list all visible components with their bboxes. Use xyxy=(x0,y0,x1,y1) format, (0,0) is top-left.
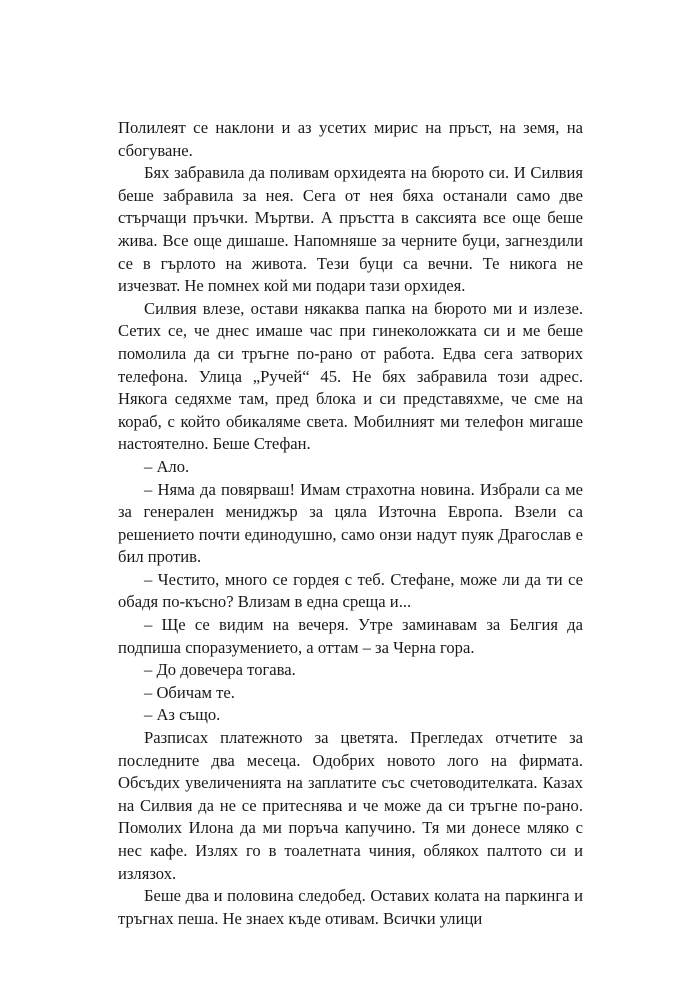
dialogue-line-7: – Аз също. xyxy=(144,705,221,725)
paragraph-5: Беше два и половина следобед. Оставих колата на паркинга и тръгнах пеша. Не знаех къде отивам. Всички улици xyxy=(118,886,583,928)
paragraph-4: Разписах платежното за цветята. Прегледах отчетите за последните два месеца. Одобрих новото лого на фирмата. Обсъдих увеличенията на заплатите със счетоводителката. Казах на Силвия да не се притеснява и че може да си тръгне по-рано. Помолих Илона да ми поръча капучино. Тя ми донесе мляко с нес кафе. Излях го в тоалетната чиния, облякох палтото си и излязох. xyxy=(118,728,583,883)
book-page-text xyxy=(118,117,583,930)
dialogue-line-1: – Ало. xyxy=(144,456,190,476)
dialogue-line-3: – Честито, много се гордея с теб. Стефане, може ли да ти се обадя по-късно? Влизам в една среща и... xyxy=(118,569,583,612)
dialogue-line-5: – До довечера тогава. xyxy=(144,660,296,680)
dialogue-line-4: – Ще се видим на вечеря. Утре заминавам за Белгия да подпиша споразумението, а оттам – за Черна гора. xyxy=(118,615,583,657)
paragraph-3: Силвия влезе, остави някаква папка на бюрото ми и излезе. Сетих се, че днес имаше час при гинеколожката си и ме беше помолила да си тръгне по-рано от работа. Едва сега затворих телефона. Улица „Ручей“ 45. Не бях забравила този адрес. Някога седяхме там, пред блока и си представяхме, че сме на кораб, с който обикаляме света. Мобилният ми телефон мигаше настоятелно. Беше Стефан. xyxy=(118,298,583,454)
paragraph-1: Полилеят се наклони и аз усетих мирис на пръст, на земя, на сбогуване. xyxy=(118,118,583,160)
paragraph-2: Бях забравила да поливам орхидеята на бюрото си. И Силвия беше забравила за нея. Сега от нея бяха останали само две стърчащи пръчки. Мъртви. А пръстта в саксията все още беше жива. Все още дишаше. Напомняше за черните буци, загнездили се в гърлото на живота. Тези буци са вечни. Те никога не изчезват. Не помнех кой ми подари тази орхидея. xyxy=(118,163,583,296)
dialogue-line-6: – Обичам те. xyxy=(144,682,235,702)
dialogue-line-2: – Няма да повярваш! Имам страхотна новина. Избрали са ме за генерален мениджър за цяла Източна Европа. Взели са решението почти единодушно, само онзи надут пуяк Драгослав е бил против. xyxy=(118,479,583,567)
